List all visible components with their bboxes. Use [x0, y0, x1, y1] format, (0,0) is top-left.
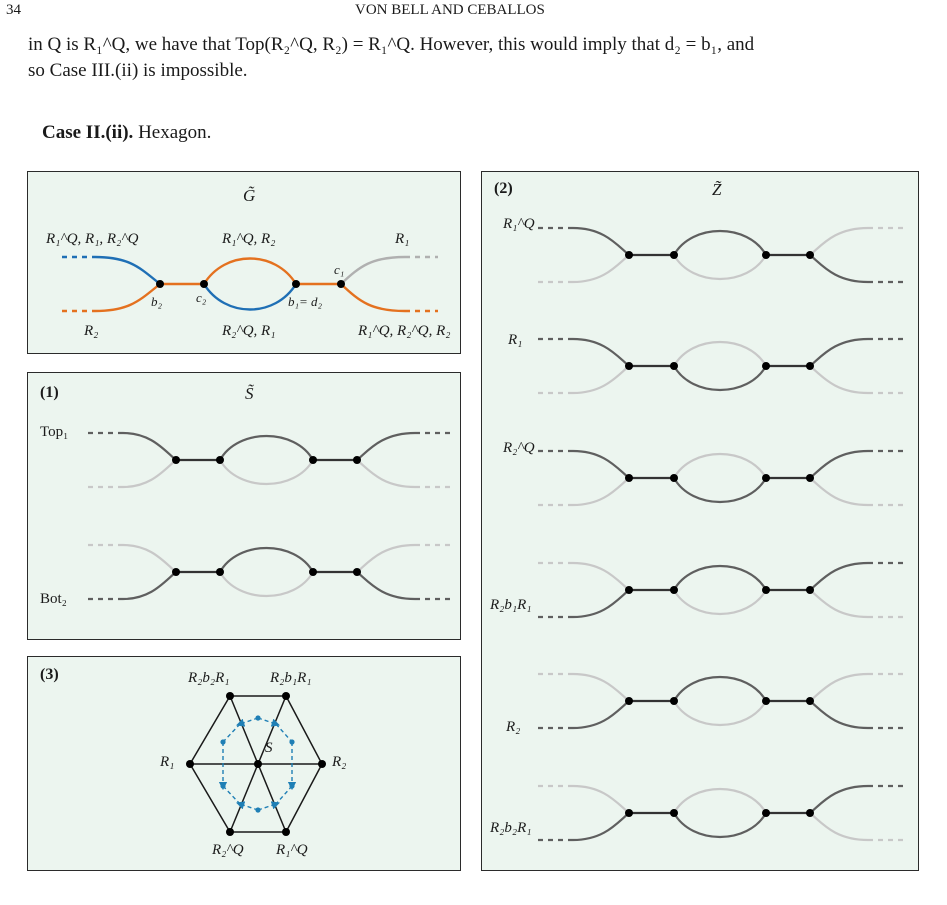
panel-s-number: (1) — [40, 384, 59, 401]
z-row-4-edge-6 — [810, 590, 868, 617]
edge-g-blue-lens — [204, 284, 296, 310]
s-row-2-edge-5 — [357, 545, 415, 572]
s-row-1-vertex-3 — [309, 456, 317, 464]
z-row-1-edge-5 — [810, 228, 868, 255]
z-row-2-edge-6 — [810, 366, 868, 393]
graph-s — [88, 433, 450, 599]
z-row-3-edge-5 — [810, 451, 868, 478]
graph-g — [62, 257, 438, 311]
z-row-2-vertex-2 — [670, 362, 678, 370]
z-row-2-edge-3 — [674, 342, 766, 366]
edge-g-orange-lens — [204, 259, 296, 285]
z-row-2-edge-5 — [810, 339, 868, 366]
panel-g-title: G̃ — [243, 186, 256, 205]
g-label-bottom-mid: R₂^Q, R₁ — [222, 323, 276, 339]
paragraph-line-1: in Q is R₁^Q, we have that Top(R₂^Q, R₂) = R₁^Q. However, this would imply that d₂ = b₁, and — [28, 34, 755, 55]
z-row-6-edge-2 — [573, 813, 629, 840]
running-title: VON BELL AND CEBALLOS — [355, 2, 545, 18]
s-row-label-top: Top₁ — [40, 424, 69, 440]
z-row-5-vertex-3 — [762, 697, 770, 705]
s-row-2-vertex-1 — [172, 568, 180, 576]
z-row-2-edge-1 — [573, 339, 629, 366]
hex-blue-dot-right-bottom — [289, 783, 294, 788]
hex-dash-1 — [223, 724, 240, 742]
z-row-2-vertex-4 — [806, 362, 814, 370]
z-row-6-vertex-2 — [670, 809, 678, 817]
z-row-4-edge-3 — [674, 566, 766, 590]
z-row-4-edge-2 — [573, 590, 629, 617]
hex-blue-dot-right-top — [289, 739, 294, 744]
hex-vertex-bottom-right — [282, 828, 290, 836]
z-row-1-edge-3 — [674, 231, 766, 255]
g-label-top-left: R₁^Q, R₁, R₂^Q — [46, 231, 139, 247]
s-row-1-vertex-2 — [216, 456, 224, 464]
hex-blue-dot-bottom — [255, 807, 260, 812]
hex-blue-dot-left-top — [220, 739, 225, 744]
z-row-5-vertex-4 — [806, 697, 814, 705]
g-label-top-right: R₁ — [395, 231, 410, 247]
z-row-6-vertex-1 — [625, 809, 633, 817]
z-row-4-vertex-2 — [670, 586, 678, 594]
s-row-2-edge-2 — [123, 572, 176, 599]
hexagon-diagram — [186, 692, 326, 836]
z-row-3-vertex-1 — [625, 474, 633, 482]
g-label-c1: c₁ — [334, 262, 345, 277]
z-row-3-edge-3 — [674, 454, 766, 478]
z-row-2-vertex-1 — [625, 362, 633, 370]
z-row-5-edge-6 — [810, 701, 868, 728]
hex-label-bottom-right: R₁^Q — [276, 842, 308, 858]
hex-arrow-6 — [258, 804, 276, 810]
vertex-g-b1 — [292, 280, 300, 288]
z-row-6-edge-4 — [674, 813, 766, 837]
s-row-1-edge-6 — [357, 460, 415, 487]
s-row-1-edge-4 — [220, 460, 313, 484]
graph-z — [538, 228, 903, 840]
z-row-6-edge-5 — [810, 786, 868, 813]
hex-label-center: S — [265, 740, 273, 756]
z-row-label-1: R₁^Q — [503, 216, 535, 232]
z-row-label-6: R₂b₂R₁ — [490, 820, 532, 836]
z-row-4-vertex-1 — [625, 586, 633, 594]
z-row-5-edge-1 — [573, 674, 629, 701]
z-row-label-5: R₂ — [506, 719, 521, 735]
page-number: 34 — [6, 2, 21, 18]
z-row-1-vertex-2 — [670, 251, 678, 259]
hex-blue-dot-left-bottom — [220, 783, 225, 788]
g-label-bottom-left: R₂ — [84, 323, 99, 339]
hex-label-top-left: R₂b₂R₁ — [188, 670, 230, 686]
z-row-5-edge-3 — [674, 677, 766, 701]
hex-vertex-right — [318, 760, 326, 768]
z-row-6-edge-1 — [573, 786, 629, 813]
s-row-2-vertex-2 — [216, 568, 224, 576]
z-row-1-edge-6 — [810, 255, 868, 282]
z-row-6-edge-3 — [674, 789, 766, 813]
z-row-label-4: R₂b₁R₁ — [490, 597, 532, 613]
z-row-4-edge-1 — [573, 563, 629, 590]
z-row-4-edge-5 — [810, 563, 868, 590]
z-row-2-vertex-3 — [762, 362, 770, 370]
z-row-5-edge-5 — [810, 674, 868, 701]
z-row-3-edge-1 — [573, 451, 629, 478]
s-row-2-vertex-4 — [353, 568, 361, 576]
z-row-label-3: R₂^Q — [503, 440, 535, 456]
edge-g-blue-top-left — [95, 257, 160, 284]
s-row-1-vertex-4 — [353, 456, 361, 464]
hex-vertex-center — [254, 760, 262, 768]
s-row-2-edge-1 — [123, 545, 176, 572]
hex-vertex-top-right — [282, 692, 290, 700]
s-row-1-vertex-1 — [172, 456, 180, 464]
z-row-6-edge-6 — [810, 813, 868, 840]
s-row-2-vertex-3 — [309, 568, 317, 576]
s-row-label-bot: Bot₂ — [40, 591, 67, 607]
hex-vertex-top-left — [226, 692, 234, 700]
z-row-5-edge-4 — [674, 701, 766, 725]
z-row-6-vertex-3 — [762, 809, 770, 817]
z-row-4-vertex-3 — [762, 586, 770, 594]
hex-arrow-2 — [258, 718, 276, 724]
panel-s-title: S̃ — [245, 384, 254, 403]
z-row-5-vertex-1 — [625, 697, 633, 705]
z-row-4-edge-4 — [674, 590, 766, 614]
z-row-3-edge-4 — [674, 478, 766, 502]
s-row-2-edge-6 — [357, 572, 415, 599]
s-row-1-edge-3 — [220, 436, 313, 460]
hex-arrow-1 — [240, 718, 258, 724]
edge-g-gray-top-right — [341, 257, 405, 284]
z-row-1-edge-4 — [674, 255, 766, 279]
g-label-b1d2: b₁= d₂ — [288, 294, 323, 309]
hex-label-bottom-left: R₂^Q — [212, 842, 244, 858]
case-heading-bold: Case II.(ii). — [42, 122, 134, 143]
z-row-2-edge-4 — [674, 366, 766, 390]
s-row-1-edge-1 — [123, 433, 176, 460]
hex-label-left: R₁ — [160, 754, 175, 770]
vertex-g-b2 — [156, 280, 164, 288]
panel-z-title: Z̃ — [712, 180, 722, 199]
panel-hex-number: (3) — [40, 666, 59, 683]
g-label-bottom-right: R₁^Q, R₂^Q, R₂ — [358, 323, 451, 339]
vertex-g-c2 — [200, 280, 208, 288]
z-row-1-edge-1 — [573, 228, 629, 255]
s-row-1-edge-5 — [357, 433, 415, 460]
z-row-5-edge-2 — [573, 701, 629, 728]
z-row-2-edge-2 — [573, 366, 629, 393]
z-row-3-vertex-2 — [670, 474, 678, 482]
hex-arrow-5 — [240, 804, 258, 810]
hex-vertex-left — [186, 760, 194, 768]
case-heading-text: Hexagon. — [133, 122, 212, 143]
hex-label-right: R₂ — [332, 754, 347, 770]
panel-z-number: (2) — [494, 180, 513, 197]
z-row-3-edge-2 — [573, 478, 629, 505]
hex-dash-2 — [276, 724, 292, 742]
z-row-4-vertex-4 — [806, 586, 814, 594]
z-row-1-edge-2 — [573, 255, 629, 282]
edge-g-orange-bottom-right — [341, 284, 405, 311]
hex-vertex-bottom-left — [226, 828, 234, 836]
s-row-2-edge-3 — [220, 548, 313, 572]
s-row-1-edge-2 — [123, 460, 176, 487]
z-row-3-vertex-4 — [806, 474, 814, 482]
hex-blue-dot-top — [255, 715, 260, 720]
hex-label-top-right: R₂b₁R₁ — [270, 670, 312, 686]
z-row-1-vertex-4 — [806, 251, 814, 259]
g-label-top-mid: R₁^Q, R₂ — [222, 231, 276, 247]
paragraph-line-2: so Case III.(ii) is impossible. — [28, 60, 248, 81]
z-row-6-vertex-4 — [806, 809, 814, 817]
z-row-3-edge-6 — [810, 478, 868, 505]
z-row-label-2: R₁ — [508, 332, 523, 348]
z-row-1-vertex-3 — [762, 251, 770, 259]
s-row-2-edge-4 — [220, 572, 313, 596]
hex-dash-4 — [276, 786, 292, 804]
g-label-c2: c₂ — [196, 290, 207, 305]
z-row-1-vertex-1 — [625, 251, 633, 259]
z-row-5-vertex-2 — [670, 697, 678, 705]
g-label-b2: b₂ — [151, 294, 163, 309]
z-row-3-vertex-3 — [762, 474, 770, 482]
hex-dash-3 — [223, 786, 240, 804]
vertex-g-c1 — [337, 280, 345, 288]
